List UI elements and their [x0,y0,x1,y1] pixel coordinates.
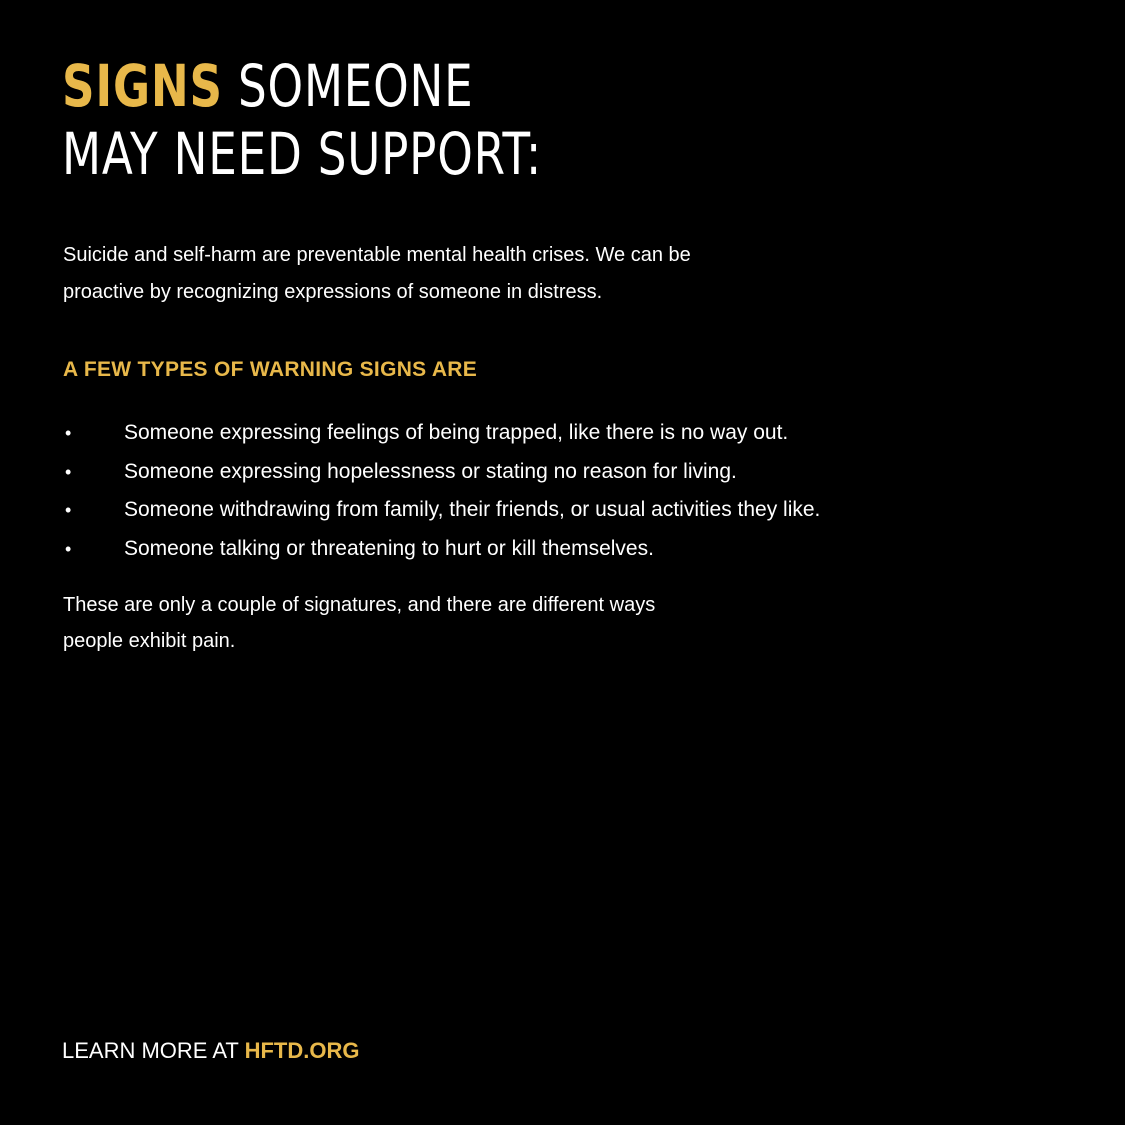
intro-paragraph [63,237,823,311]
list-item [63,453,820,492]
list-item [63,530,820,569]
outro-line-2: people exhibit pain. [63,630,236,652]
outro-paragraph [63,587,823,659]
headline-line1-rest: SOMEONE [238,52,474,120]
bullet-icon: • [65,461,72,482]
list-item-text: Someone expressing hopelessness or stating no reason for living. [124,459,737,483]
warning-signs-list [63,414,820,568]
headline-line-2: MAY NEED SUPPORT: [62,120,543,188]
bullet-icon: • [65,423,72,443]
list-item-text: Someone withdrawing from family, their friends, or usual activities they like. [124,498,821,521]
bullet-icon: • [65,538,72,559]
intro-line-2: proactive by recognizing expressions of someone in distress. [63,281,603,303]
list-item [63,491,820,530]
section-heading: A FEW TYPES OF WARNING SIGNS ARE [63,358,478,381]
intro-line-1: Suicide and self-harm are preventable mental health crises. We can be [63,244,691,266]
list-item-text: Someone talking or threatening to hurt or kill themselves. [124,536,654,560]
footer-cta [62,1038,359,1064]
footer-text: LEARN MORE AT [62,1038,245,1063]
list-item [63,414,820,453]
headline-accent-word: SIGNS [62,52,223,120]
bullet-icon: • [65,500,72,520]
headline [62,52,542,188]
footer-link[interactable]: HFTD.ORG [244,1038,360,1063]
outro-line-1: These are only a couple of signatures, and there are different ways [63,594,656,616]
list-item-text: Someone expressing feelings of being trapped, like there is no way out. [124,421,789,444]
headline-line-1 [62,52,473,120]
